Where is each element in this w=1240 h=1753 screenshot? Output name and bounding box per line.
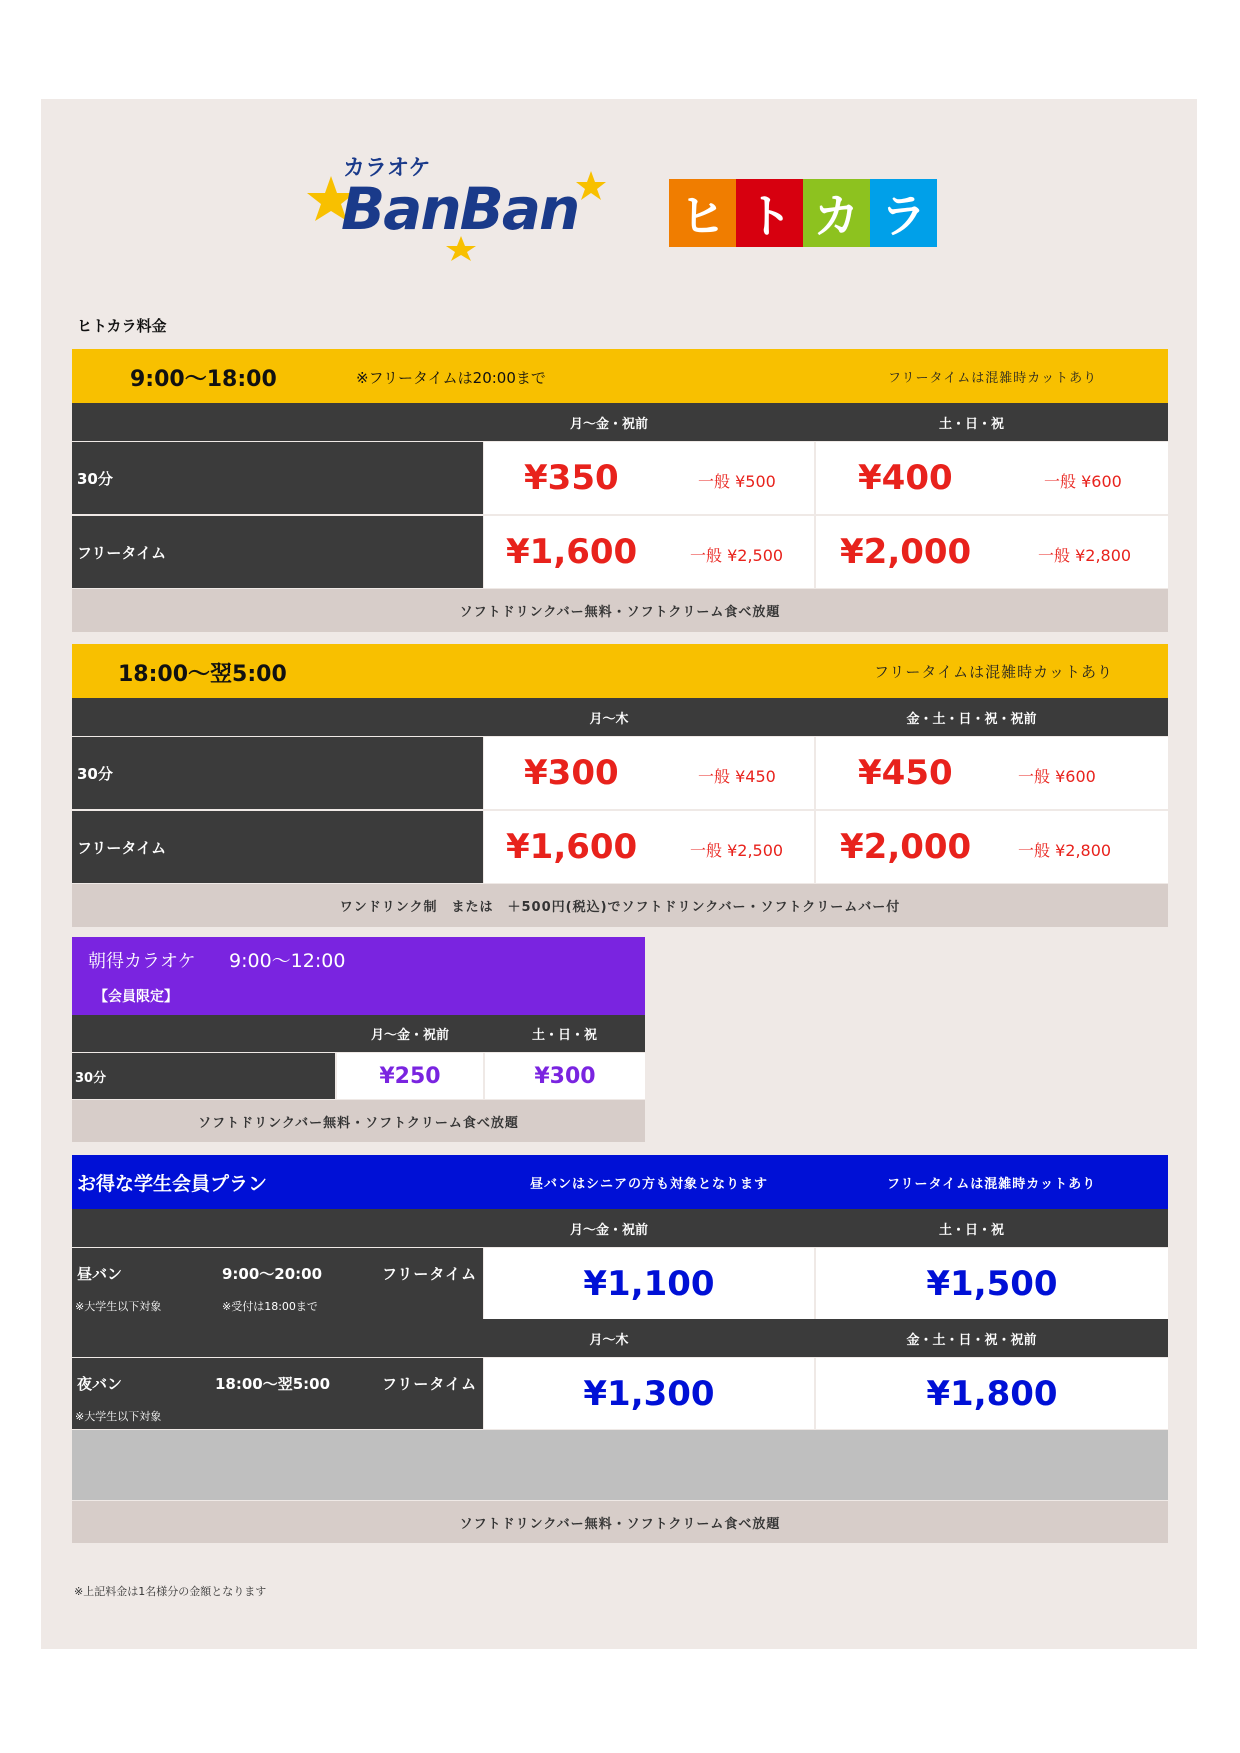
section4-day-column-header [72,1209,1168,1247]
section1-col1: 月〜金・祝前 [569,416,648,432]
section2-column-header [72,698,1168,736]
section4-day-col1: 月〜金・祝前 [569,1222,648,1238]
night-plan-type: フリータイム [382,1375,478,1393]
night-plan-name: 夜バン [77,1375,123,1393]
section2-price: ¥300 [524,753,619,793]
section3-col1: 月〜金・祝前 [370,1028,449,1043]
section1-cut-note: フリータイムは混雑時カットあり [888,371,1098,386]
section4-cut-note: フリータイムは混雑時カットあり [887,1177,1097,1192]
section1-general-price: 一般 ¥600 [1044,472,1122,491]
hitokara-letter: ヒ [669,179,736,247]
section2-col2: 金・土・日・祝・祝前 [906,711,1037,727]
section1-general-price: 一般 ¥2,800 [1038,546,1132,565]
section4-title: お得な学生会員プラン [77,1173,268,1195]
section2-cell [816,811,1168,883]
section1-price: ¥350 [524,458,619,498]
section2-cell [484,811,814,883]
day-plan-accept: ※受付は18:00まで [222,1300,318,1313]
section2-general-price: 一般 ¥600 [1018,767,1096,786]
section2-col1: 月〜木 [589,711,629,727]
section4-night-col2: 金・土・日・祝・祝前 [906,1332,1037,1348]
section3-header [72,937,645,1015]
price-sheet [41,99,1197,1649]
section2-row-label: 30分 [72,737,483,809]
section1-footer: ソフトドリンクバー無料・ソフトクリーム食べ放題 [72,589,1168,632]
section4-day-row [72,1248,483,1319]
section4-day-col2: 土・日・祝 [938,1222,1004,1238]
section2-general-price: 一般 ¥2,800 [1018,841,1112,860]
section2-row-label: フリータイム [72,811,483,883]
section1-header [72,349,1168,403]
day-plan-type: フリータイム [382,1265,478,1283]
section4-footer: ソフトドリンクバー無料・ソフトクリーム食べ放題 [72,1501,1168,1543]
section3-col2: 土・日・祝 [531,1028,597,1043]
banban-small-text: カラオケ [343,156,431,181]
section2-general-price: 一般 ¥2,500 [690,841,784,860]
section1-cell [816,516,1168,588]
bottom-note: ※上記料金は1名様分の金額となります [74,1585,267,1598]
hitokara-letter: ト [736,179,803,247]
section3-column-header [72,1015,645,1052]
section1-cell [484,442,814,514]
section3-member: 【会員限定】 [94,989,178,1005]
day-plan-time: 9:00〜20:00 [222,1265,323,1283]
hitokara-logo [669,179,937,247]
night-plan-target: ※大学生以下対象 [75,1410,162,1423]
section2-price: ¥2,000 [840,827,972,867]
section1-cell [484,516,814,588]
section4-price: ¥1,500 [816,1248,1168,1319]
section4-price: ¥1,300 [484,1358,814,1429]
section2-footer: ワンドリンク制 または ＋500円(税込)でソフトドリンクバー・ソフトクリームバー付 [72,884,1168,927]
section2-cut-note: フリータイムは混雑時カットあり [874,663,1113,681]
section3-price: ¥300 [485,1053,645,1099]
section1-time: 9:00〜18:00 [130,367,277,392]
banban-main-text: BanBan [341,175,579,243]
section1-cell [816,442,1168,514]
section1-price: ¥400 [858,458,953,498]
section2-price: ¥450 [858,753,953,793]
day-plan-target: ※大学生以下対象 [75,1300,162,1313]
section4-senior-note: 昼バンはシニアの方も対象となります [530,1177,769,1192]
section2-time: 18:00〜翌5:00 [118,662,287,687]
section2-cell [816,737,1168,809]
section3-time: 9:00〜12:00 [229,950,346,972]
section4-header [72,1155,1168,1209]
section3-row-label: 30分 [72,1053,335,1099]
section4-night-column-header [72,1319,1168,1357]
page-title: ヒトカラ料金 [77,317,167,335]
section3-price: ¥250 [337,1053,483,1099]
section3-footer: ソフトドリンクバー無料・ソフトクリーム食べ放題 [72,1100,645,1142]
section1-note: ※フリータイムは20:00まで [356,369,546,387]
night-plan-time: 18:00〜翌5:00 [215,1375,331,1393]
section1-row-label: フリータイム [72,516,483,588]
section4-night-col1: 月〜木 [589,1332,629,1348]
section4-night-row [72,1358,483,1429]
section2-cell [484,737,814,809]
day-plan-name: 昼バン [77,1265,123,1283]
section3-title: 朝得カラオケ [88,951,196,972]
section2-header [72,644,1168,698]
section4-price: ¥1,800 [816,1358,1168,1429]
section1-price: ¥1,600 [506,532,638,572]
hitokara-letter: カ [803,179,870,247]
section2-general-price: 一般 ¥450 [698,767,776,786]
banban-logo [301,151,611,261]
section4-price: ¥1,100 [484,1248,814,1319]
section2-price: ¥1,600 [506,827,638,867]
section1-price: ¥2,000 [840,532,972,572]
section1-column-header [72,403,1168,441]
section1-col2: 土・日・祝 [938,416,1004,432]
section4-empty-row [72,1430,1168,1500]
section1-general-price: 一般 ¥500 [698,472,776,491]
hitokara-letter: ラ [870,179,937,247]
section1-general-price: 一般 ¥2,500 [690,546,784,565]
section1-row-label: 30分 [72,442,483,514]
